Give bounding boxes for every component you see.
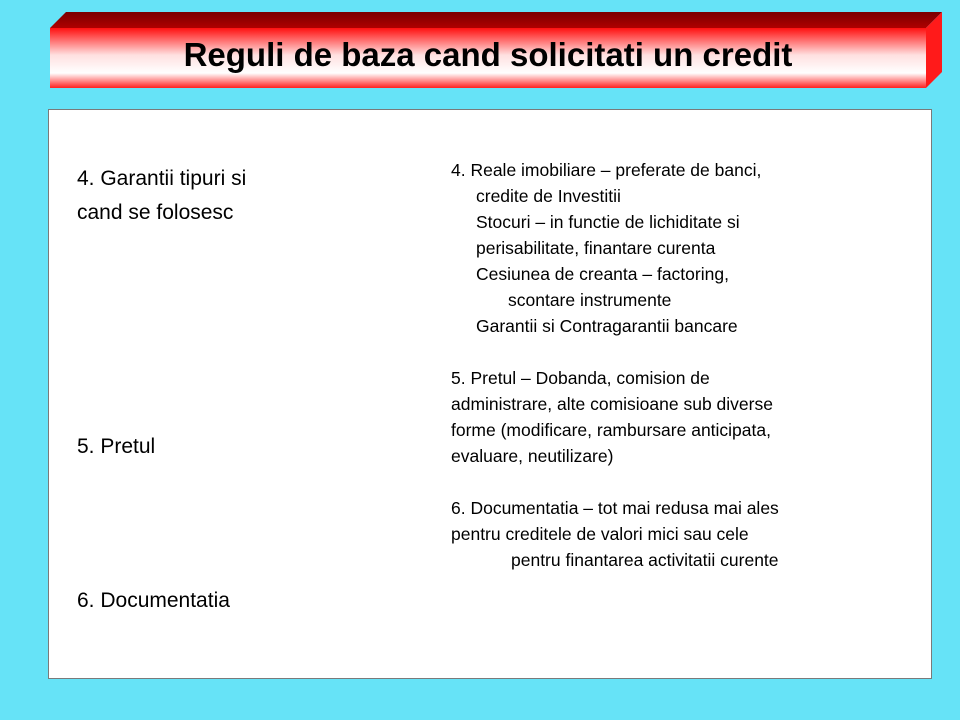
page-title: Reguli de baza cand solicitati un credit (183, 36, 793, 73)
left-item-text: 6. Documentatia (77, 589, 230, 612)
title-banner (0, 0, 960, 100)
spacer (451, 469, 779, 495)
detail-line: perisabilitate, finantare curenta (476, 238, 716, 258)
section-garantii-details (451, 157, 779, 339)
spacer (451, 339, 779, 365)
detail-line: evaluare, neutilizare) (451, 446, 614, 466)
left-item-text: cand se folosesc (77, 201, 234, 224)
detail-line: credite de Investitii (476, 186, 621, 206)
details-column (451, 157, 779, 573)
left-item-documentatia (77, 584, 230, 618)
detail-line: forme (modificare, rambursare anticipata, (451, 420, 771, 440)
detail-line: Cesiunea de creanta – factoring, (476, 264, 729, 284)
section-documentatia-details (451, 495, 779, 573)
detail-line: pentru creditele de valori mici sau cele (451, 524, 749, 544)
detail-line: 5. Pretul – Dobanda, comision de (451, 368, 710, 388)
left-item-text: 4. Garantii tipuri si (77, 167, 247, 190)
content-panel (48, 109, 932, 679)
banner-top-face (50, 12, 942, 28)
detail-line: administrare, alte comisioane sub diverse (451, 394, 773, 414)
left-item-pretul (77, 430, 155, 464)
left-item-text: 5. Pretul (77, 435, 156, 458)
detail-line: 4. Reale imobiliare – preferate de banci, (451, 160, 762, 180)
detail-line: Garantii si Contragarantii bancare (476, 316, 738, 336)
detail-line: 6. Documentatia – tot mai redusa mai ales (451, 498, 779, 518)
detail-line: scontare instrumente (508, 290, 672, 310)
left-item-garantii (77, 162, 246, 230)
section-pretul-details (451, 365, 779, 469)
detail-line: Stocuri – in functie de lichiditate si (476, 212, 740, 232)
detail-line: pentru finantarea activitatii curente (511, 550, 779, 570)
